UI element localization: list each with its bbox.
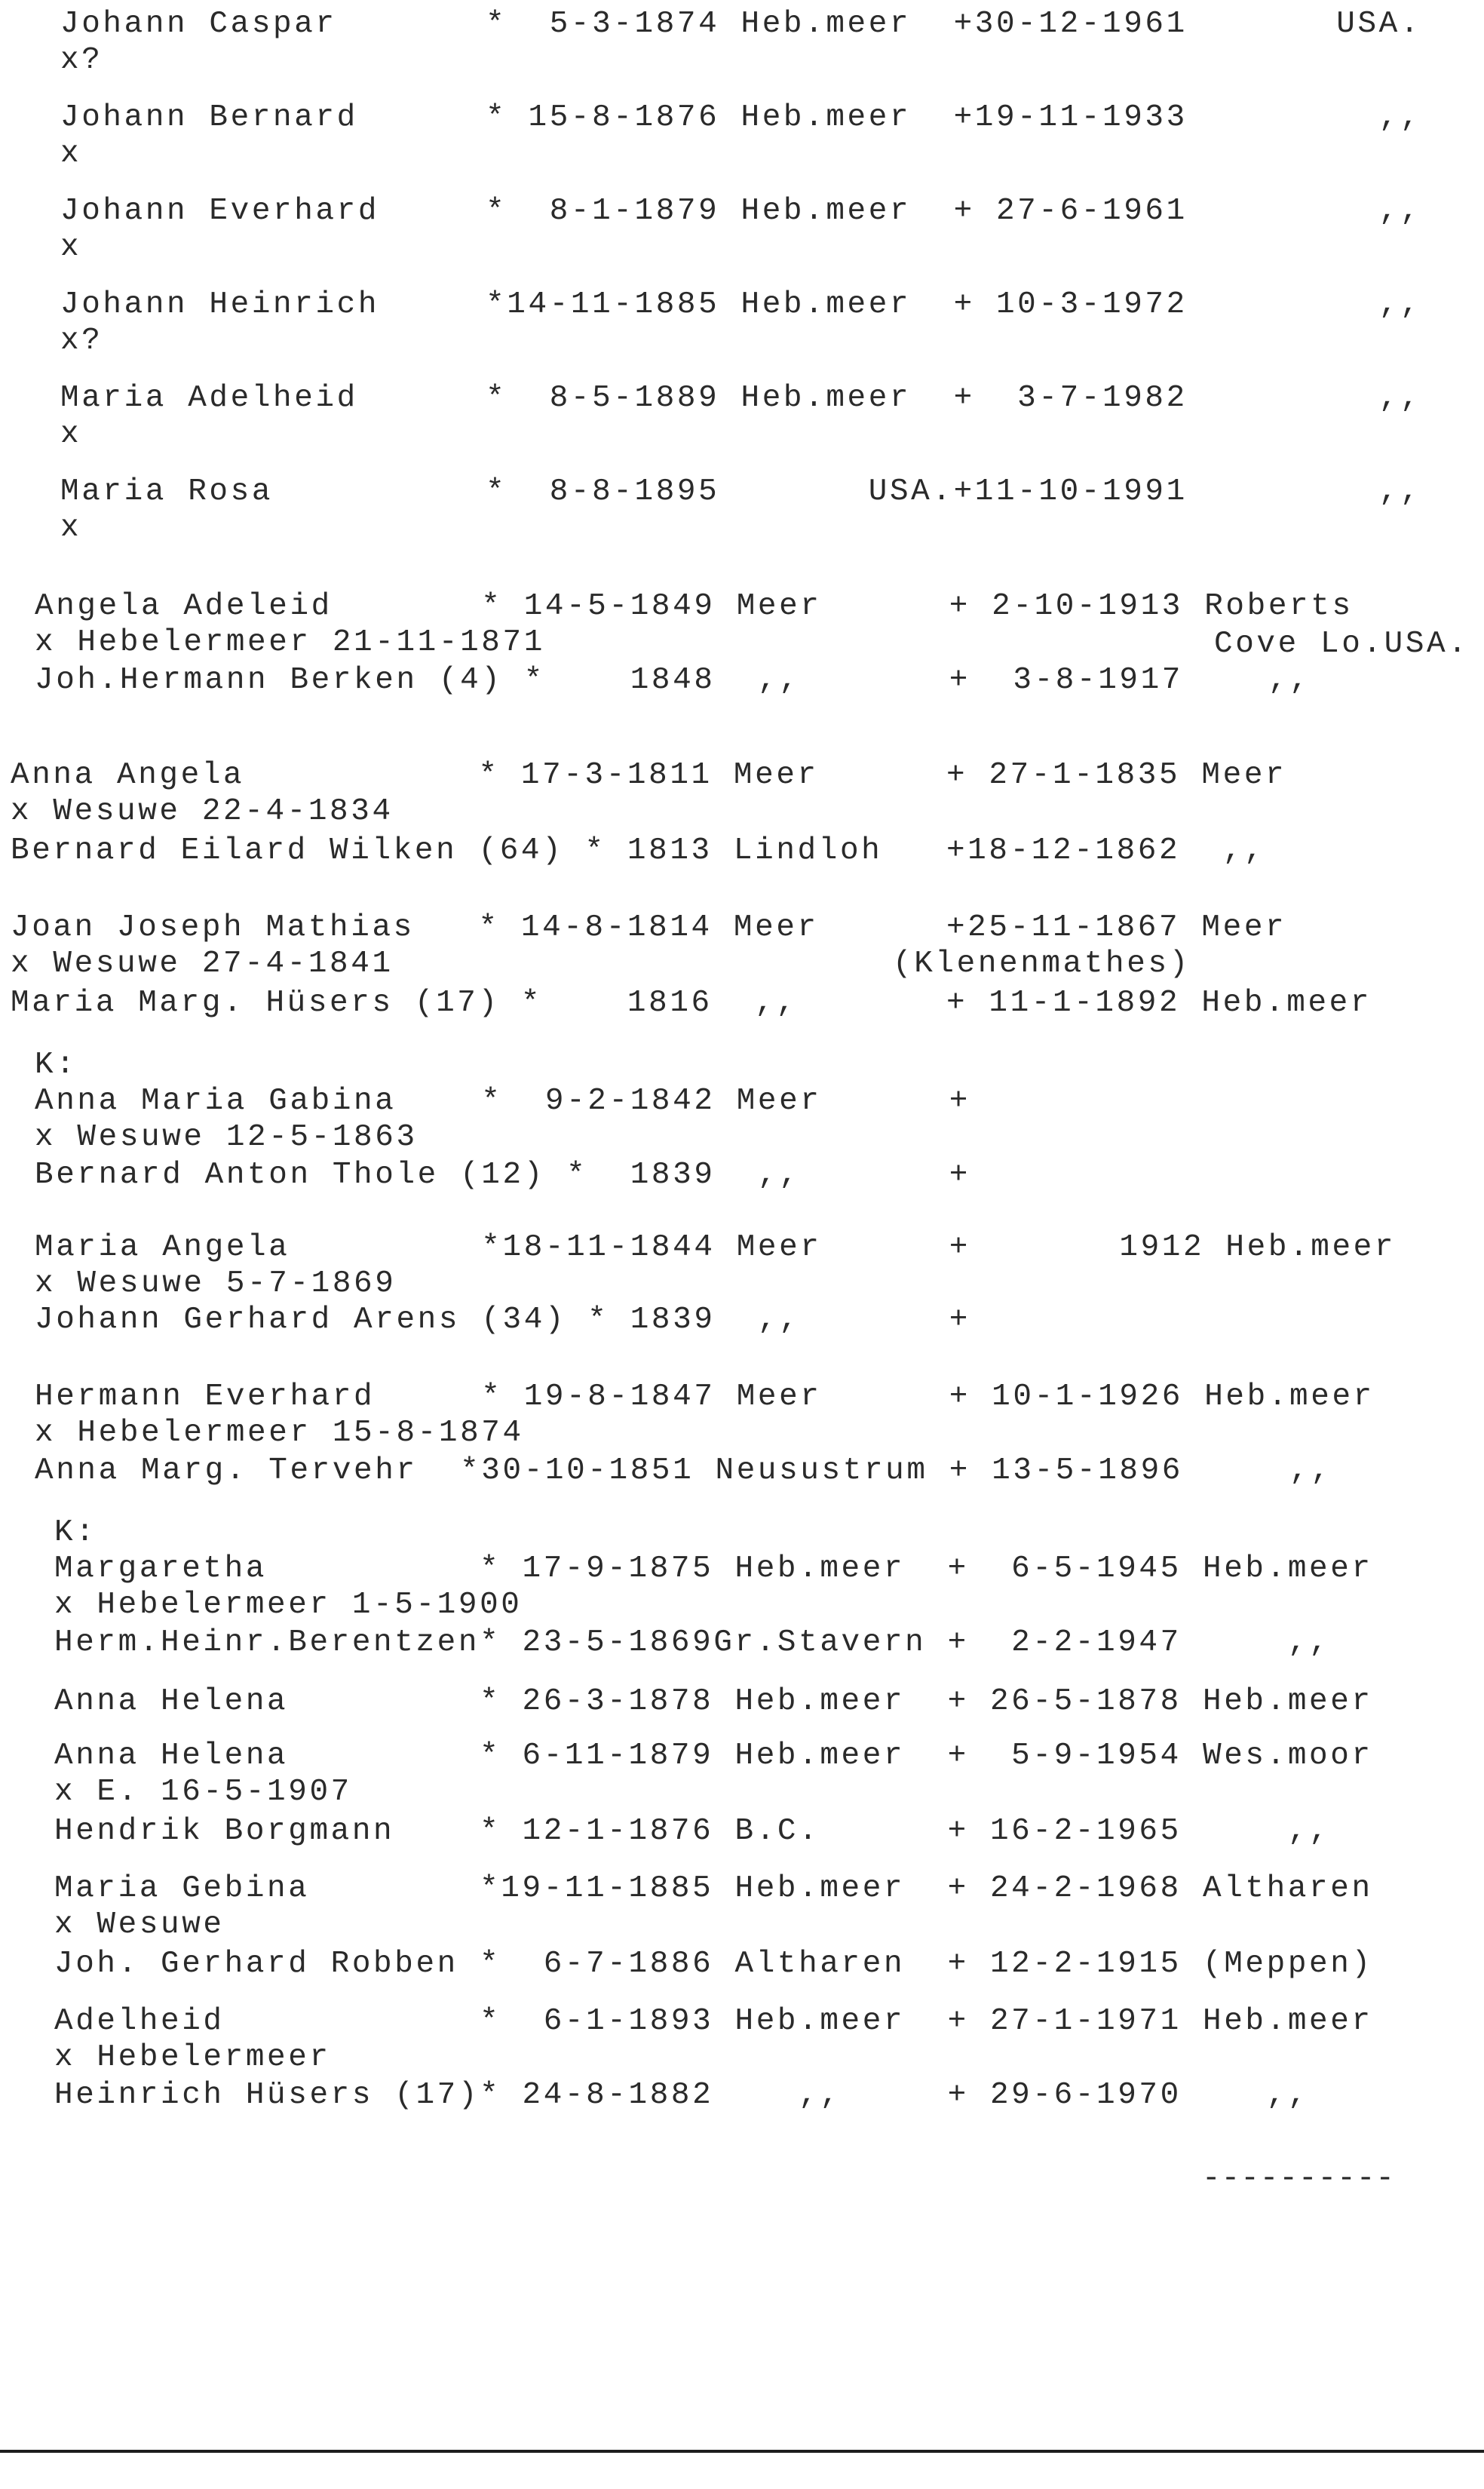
text-line: Maria Marg. Hüsers (17) * 1816 ,, + 11-1-1892 Heb.meer — [11, 986, 1372, 1020]
text-line: x — [60, 137, 82, 171]
text-line: x — [60, 230, 82, 265]
continuation-mark: ---------- — [1202, 2162, 1396, 2196]
text-line: x Wesuwe — [54, 1907, 225, 1942]
text-line: Cove Lo.USA. — [1214, 627, 1470, 661]
text-line: Hermann Everhard * 19-8-1847 Meer + 10-1-1926 Heb.meer — [35, 1380, 1375, 1414]
text-line: x Hebelermeer 21-11-1871 — [35, 625, 545, 660]
text-line: Hendrik Borgmann * 12-1-1876 B.C. + 16-2-1965 ,, — [54, 1814, 1331, 1849]
text-line: Angela Adeleid * 14-5-1849 Meer + 2-10-1913 Roberts — [35, 589, 1354, 624]
text-line: Maria Rosa * 8-8-1895 USA.+11-10-1991 ,, — [60, 474, 1422, 509]
text-line: Bernard Eilard Wilken (64) * 1813 Lindloh +18-12-1862 ,, — [11, 833, 1266, 868]
text-line: x Hebelermeer 1-5-1900 — [54, 1588, 523, 1622]
text-line: Maria Angela *18-11-1844 Meer + 1912 Heb.meer — [35, 1230, 1397, 1265]
bottom-rule — [0, 2450, 1484, 2453]
text-line: (Klenenmathes) — [893, 947, 1191, 981]
text-line: Johann Heinrich *14-11-1885 Heb.meer + 10-3-1972 ,, — [60, 287, 1422, 322]
text-line: Bernard Anton Thole (12) * 1839 ,, + — [35, 1158, 970, 1192]
text-line: Joh. Gerhard Robben * 6-7-1886 Altharen + 12-2-1915 (Meppen) — [54, 1947, 1373, 1981]
text-line: Anna Maria Gabina * 9-2-1842 Meer + — [35, 1084, 970, 1119]
text-line: Margaretha * 17-9-1875 Heb.meer + 6-5-1945 Heb.meer — [54, 1551, 1373, 1586]
text-line: x Wesuwe 5-7-1869 — [35, 1266, 397, 1301]
text-line: Anna Angela * 17-3-1811 Meer + 27-1-1835 Meer — [11, 758, 1287, 793]
text-line: x Hebelermeer — [54, 2040, 331, 2075]
text-line: x E. 16-5-1907 — [54, 1775, 352, 1809]
text-line: x Wesuwe 27-4-1841 — [11, 947, 394, 981]
text-line: x? — [60, 43, 103, 78]
text-line: Johann Bernard * 15-8-1876 Heb.meer +19-11-1933 ,, — [60, 100, 1422, 135]
text-line: Anna Helena * 26-3-1878 Heb.meer + 26-5-1878 Heb.meer — [54, 1684, 1373, 1719]
text-line: Johann Caspar * 5-3-1874 Heb.meer +30-12-1961 USA. — [60, 7, 1422, 41]
text-line: Maria Adelheid * 8-5-1889 Heb.meer + 3-7-1982 ,, — [60, 381, 1422, 416]
text-line: Joh.Hermann Berken (4) * 1848 ,, + 3-8-1917 ,, — [35, 663, 1311, 698]
text-line: Adelheid * 6-1-1893 Heb.meer + 27-1-1971 Heb.meer — [54, 2004, 1373, 2039]
text-line: x Wesuwe 22-4-1834 — [11, 794, 394, 829]
text-line: Maria Gebina *19-11-1885 Heb.meer + 24-2-1968 Altharen — [54, 1871, 1373, 1906]
text-line: x Hebelermeer 15-8-1874 — [35, 1416, 524, 1450]
text-line: Johann Gerhard Arens (34) * 1839 ,, + — [35, 1303, 970, 1337]
text-line: Johann Everhard * 8-1-1879 Heb.meer + 27-6-1961 ,, — [60, 194, 1422, 229]
text-line: Heinrich Hüsers (17)* 24-8-1882 ,, + 29-6-1970 ,, — [54, 2078, 1310, 2113]
text-line: x Wesuwe 12-5-1863 — [35, 1120, 418, 1155]
text-line: Joan Joseph Mathias * 14-8-1814 Meer +25-11-1867 Meer — [11, 910, 1287, 945]
text-line: K: — [54, 1515, 97, 1550]
text-line: Anna Helena * 6-11-1879 Heb.meer + 5-9-1954 Wes.moor — [54, 1739, 1373, 1773]
text-line: x — [60, 417, 82, 452]
text-line: x — [60, 511, 82, 545]
text-line: x? — [60, 324, 103, 358]
text-line: Anna Marg. Tervehr *30-10-1851 Neusustrum + 13-5-1896 ,, — [35, 1453, 1332, 1488]
text-line: Herm.Heinr.Berentzen* 23-5-1869Gr.Stavern + 2-2-1947 ,, — [54, 1625, 1331, 1660]
text-line: K: — [35, 1048, 78, 1082]
